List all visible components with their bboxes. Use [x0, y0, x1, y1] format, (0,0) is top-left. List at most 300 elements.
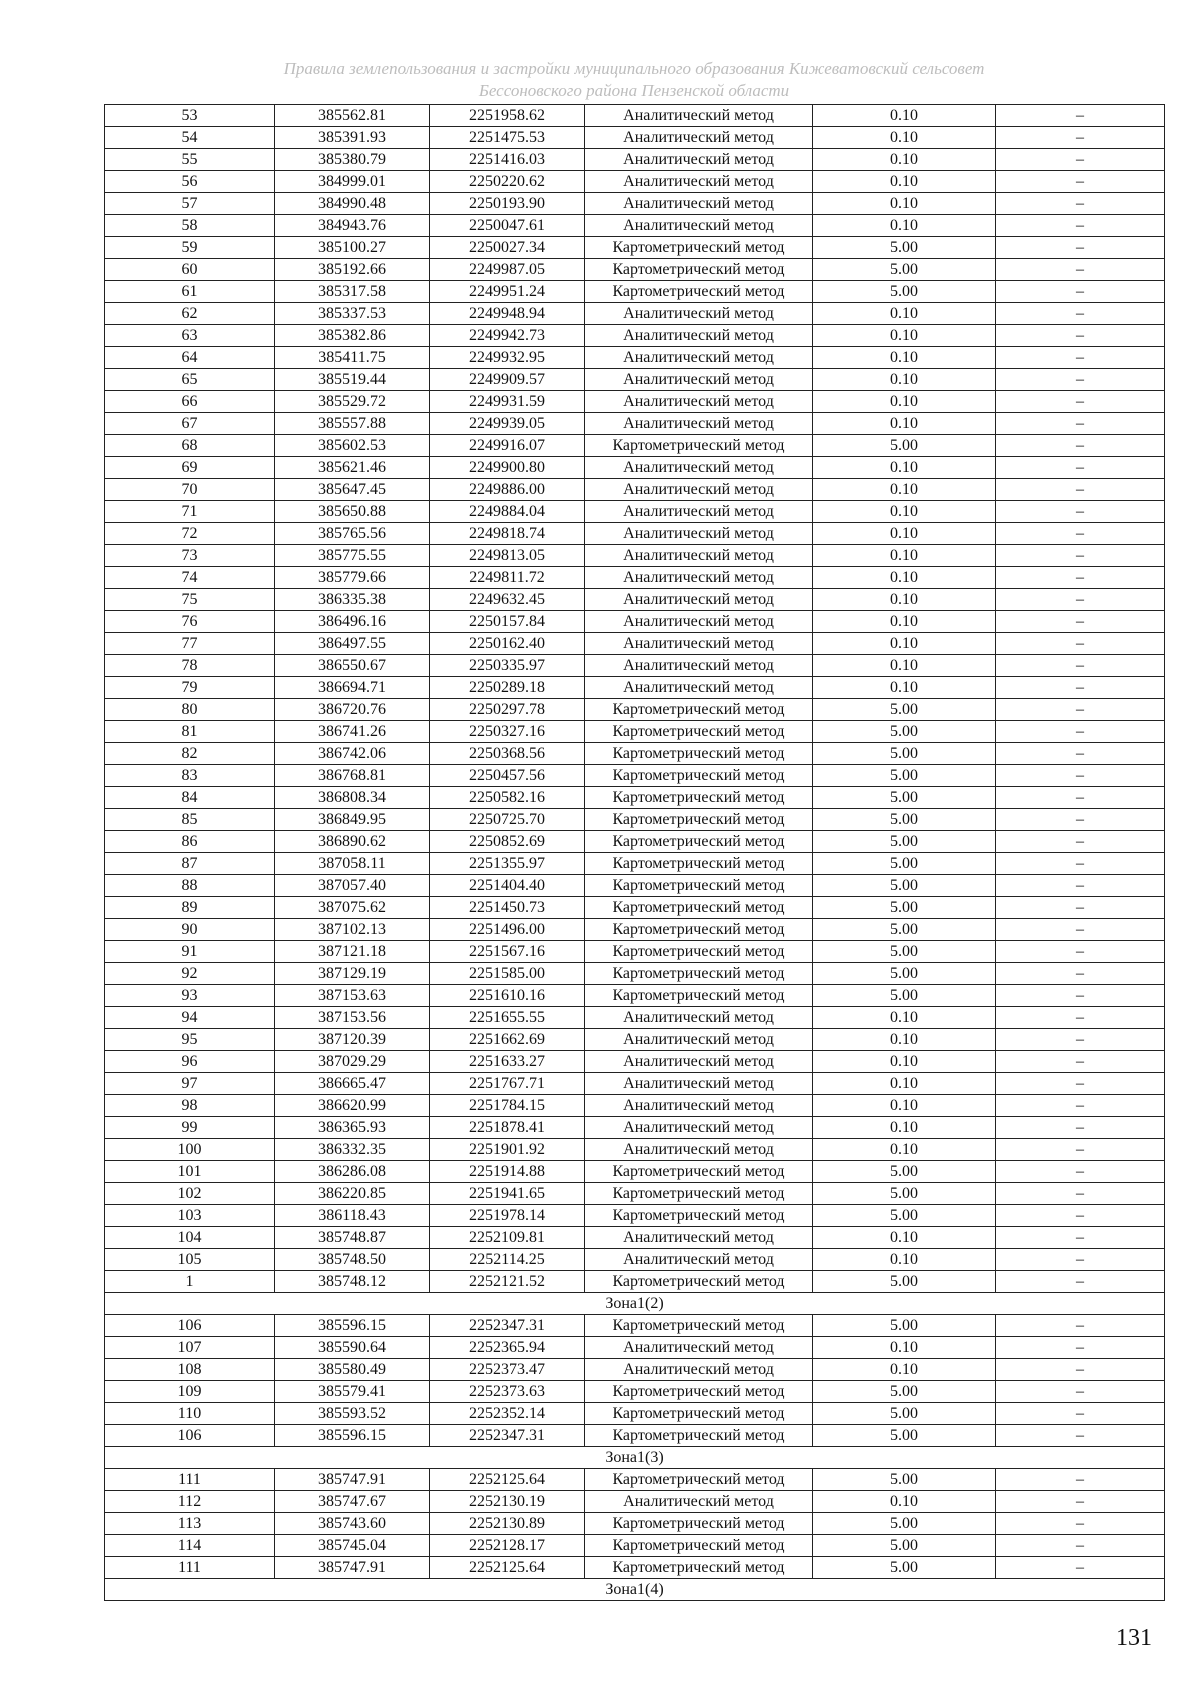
accuracy-cell: 0.10	[813, 1359, 996, 1381]
note-cell: –	[996, 1271, 1165, 1293]
table-row	[105, 303, 1165, 325]
table-row	[105, 1227, 1165, 1249]
accuracy-cell: 5.00	[813, 1271, 996, 1293]
y-coordinate-cell: 2250457.56	[430, 765, 585, 787]
y-coordinate-cell: 2251662.69	[430, 1029, 585, 1051]
table-row	[105, 281, 1165, 303]
y-coordinate-cell: 2251610.16	[430, 985, 585, 1007]
point-number-cell: 111	[105, 1469, 275, 1491]
x-coordinate-cell: 385765.56	[275, 523, 430, 545]
accuracy-cell: 0.10	[813, 545, 996, 567]
note-cell: –	[996, 237, 1165, 259]
table-row	[105, 501, 1165, 523]
point-number-cell: 67	[105, 413, 275, 435]
x-coordinate-cell: 386332.35	[275, 1139, 430, 1161]
note-cell: –	[996, 1227, 1165, 1249]
x-coordinate-cell: 385650.88	[275, 501, 430, 523]
point-number-cell: 65	[105, 369, 275, 391]
method-cell: Картометрический метод	[585, 1381, 813, 1403]
method-cell: Аналитический метод	[585, 193, 813, 215]
table-row	[105, 545, 1165, 567]
x-coordinate-cell: 385621.46	[275, 457, 430, 479]
accuracy-cell: 5.00	[813, 1161, 996, 1183]
method-cell: Картометрический метод	[585, 743, 813, 765]
accuracy-cell: 5.00	[813, 963, 996, 985]
y-coordinate-cell: 2250582.16	[430, 787, 585, 809]
x-coordinate-cell: 387153.56	[275, 1007, 430, 1029]
note-cell: –	[996, 1337, 1165, 1359]
method-cell: Аналитический метод	[585, 347, 813, 369]
point-number-cell: 58	[105, 215, 275, 237]
y-coordinate-cell: 2251450.73	[430, 897, 585, 919]
point-number-cell: 60	[105, 259, 275, 281]
y-coordinate-cell: 2251767.71	[430, 1073, 585, 1095]
method-cell: Картометрический метод	[585, 941, 813, 963]
point-number-cell: 106	[105, 1315, 275, 1337]
point-number-cell: 79	[105, 677, 275, 699]
y-coordinate-cell: 2252125.64	[430, 1557, 585, 1579]
accuracy-cell: 0.10	[813, 677, 996, 699]
y-coordinate-cell: 2249813.05	[430, 545, 585, 567]
point-number-cell: 54	[105, 127, 275, 149]
table-row	[105, 1381, 1165, 1403]
table-row	[105, 721, 1165, 743]
x-coordinate-cell: 386286.08	[275, 1161, 430, 1183]
method-cell: Аналитический метод	[585, 1051, 813, 1073]
header-line-2: Бессоновского района Пензенской области	[478, 81, 790, 100]
method-cell: Картометрический метод	[585, 259, 813, 281]
accuracy-cell: 5.00	[813, 1535, 996, 1557]
method-cell: Аналитический метод	[585, 567, 813, 589]
table-row	[105, 1117, 1165, 1139]
method-cell: Картометрический метод	[585, 1183, 813, 1205]
point-number-cell: 107	[105, 1337, 275, 1359]
note-cell: –	[996, 1205, 1165, 1227]
method-cell: Картометрический метод	[585, 765, 813, 787]
accuracy-cell: 0.10	[813, 171, 996, 193]
y-coordinate-cell: 2249884.04	[430, 501, 585, 523]
note-cell: –	[996, 677, 1165, 699]
note-cell: –	[996, 919, 1165, 941]
method-cell: Аналитический метод	[585, 171, 813, 193]
y-coordinate-cell: 2252130.89	[430, 1513, 585, 1535]
accuracy-cell: 5.00	[813, 897, 996, 919]
zone-row	[105, 1293, 1165, 1315]
accuracy-cell: 0.10	[813, 215, 996, 237]
point-number-cell: 97	[105, 1073, 275, 1095]
table-row	[105, 347, 1165, 369]
accuracy-cell: 5.00	[813, 1425, 996, 1447]
note-cell: –	[996, 941, 1165, 963]
point-number-cell: 56	[105, 171, 275, 193]
note-cell: –	[996, 501, 1165, 523]
table-row	[105, 259, 1165, 281]
accuracy-cell: 0.10	[813, 1139, 996, 1161]
point-number-cell: 69	[105, 457, 275, 479]
method-cell: Аналитический метод	[585, 523, 813, 545]
y-coordinate-cell: 2252114.25	[430, 1249, 585, 1271]
accuracy-cell: 0.10	[813, 1117, 996, 1139]
accuracy-cell: 5.00	[813, 721, 996, 743]
method-cell: Аналитический метод	[585, 1117, 813, 1139]
y-coordinate-cell: 2249900.80	[430, 457, 585, 479]
method-cell: Картометрический метод	[585, 809, 813, 831]
y-coordinate-cell: 2251475.53	[430, 127, 585, 149]
method-cell: Картометрический метод	[585, 1315, 813, 1337]
y-coordinate-cell: 2252128.17	[430, 1535, 585, 1557]
point-number-cell: 62	[105, 303, 275, 325]
y-coordinate-cell: 2251784.15	[430, 1095, 585, 1117]
y-coordinate-cell: 2250220.62	[430, 171, 585, 193]
y-coordinate-cell: 2250027.34	[430, 237, 585, 259]
note-cell: –	[996, 215, 1165, 237]
x-coordinate-cell: 386220.85	[275, 1183, 430, 1205]
note-cell: –	[996, 281, 1165, 303]
y-coordinate-cell: 2251978.14	[430, 1205, 585, 1227]
method-cell: Аналитический метод	[585, 633, 813, 655]
method-cell: Картометрический метод	[585, 985, 813, 1007]
zone-row	[105, 1447, 1165, 1469]
note-cell: –	[996, 1095, 1165, 1117]
method-cell: Аналитический метод	[585, 501, 813, 523]
accuracy-cell: 5.00	[813, 809, 996, 831]
accuracy-cell: 0.10	[813, 1491, 996, 1513]
x-coordinate-cell: 385519.44	[275, 369, 430, 391]
method-cell: Картометрический метод	[585, 1425, 813, 1447]
y-coordinate-cell: 2249818.74	[430, 523, 585, 545]
x-coordinate-cell: 386496.16	[275, 611, 430, 633]
note-cell: –	[996, 1249, 1165, 1271]
note-cell: –	[996, 1117, 1165, 1139]
note-cell: –	[996, 1161, 1165, 1183]
accuracy-cell: 0.10	[813, 1073, 996, 1095]
method-cell: Аналитический метод	[585, 149, 813, 171]
point-number-cell: 55	[105, 149, 275, 171]
table-row	[105, 809, 1165, 831]
method-cell: Аналитический метод	[585, 325, 813, 347]
x-coordinate-cell: 385748.87	[275, 1227, 430, 1249]
method-cell: Картометрический метод	[585, 1557, 813, 1579]
method-cell: Картометрический метод	[585, 875, 813, 897]
table-row	[105, 1359, 1165, 1381]
x-coordinate-cell: 385317.58	[275, 281, 430, 303]
point-number-cell: 85	[105, 809, 275, 831]
accuracy-cell: 0.10	[813, 1095, 996, 1117]
accuracy-cell: 5.00	[813, 941, 996, 963]
x-coordinate-cell: 387120.39	[275, 1029, 430, 1051]
table-row	[105, 1403, 1165, 1425]
accuracy-cell: 5.00	[813, 1183, 996, 1205]
point-number-cell: 74	[105, 567, 275, 589]
method-cell: Картометрический метод	[585, 831, 813, 853]
table-row	[105, 985, 1165, 1007]
accuracy-cell: 5.00	[813, 281, 996, 303]
note-cell: –	[996, 1007, 1165, 1029]
point-number-cell: 63	[105, 325, 275, 347]
table-row	[105, 391, 1165, 413]
point-number-cell: 82	[105, 743, 275, 765]
note-cell: –	[996, 1403, 1165, 1425]
x-coordinate-cell: 386720.76	[275, 699, 430, 721]
accuracy-cell: 0.10	[813, 1227, 996, 1249]
table-row	[105, 633, 1165, 655]
point-number-cell: 73	[105, 545, 275, 567]
x-coordinate-cell: 386849.95	[275, 809, 430, 831]
point-number-cell: 89	[105, 897, 275, 919]
accuracy-cell: 0.10	[813, 1249, 996, 1271]
note-cell: –	[996, 765, 1165, 787]
x-coordinate-cell: 385529.72	[275, 391, 430, 413]
zone-label: Зона1(2)	[105, 1293, 1165, 1315]
note-cell: –	[996, 303, 1165, 325]
y-coordinate-cell: 2249909.57	[430, 369, 585, 391]
y-coordinate-cell: 2251496.00	[430, 919, 585, 941]
accuracy-cell: 5.00	[813, 1381, 996, 1403]
point-number-cell: 98	[105, 1095, 275, 1117]
accuracy-cell: 5.00	[813, 853, 996, 875]
point-number-cell: 95	[105, 1029, 275, 1051]
y-coordinate-cell: 2249942.73	[430, 325, 585, 347]
y-coordinate-cell: 2252373.47	[430, 1359, 585, 1381]
table-row	[105, 875, 1165, 897]
y-coordinate-cell: 2249932.95	[430, 347, 585, 369]
point-number-cell: 105	[105, 1249, 275, 1271]
table-row	[105, 963, 1165, 985]
note-cell: –	[996, 325, 1165, 347]
x-coordinate-cell: 384990.48	[275, 193, 430, 215]
accuracy-cell: 0.10	[813, 1007, 996, 1029]
x-coordinate-cell: 386365.93	[275, 1117, 430, 1139]
point-number-cell: 94	[105, 1007, 275, 1029]
table-row	[105, 567, 1165, 589]
method-cell: Аналитический метод	[585, 1029, 813, 1051]
method-cell: Картометрический метод	[585, 1205, 813, 1227]
point-number-cell: 57	[105, 193, 275, 215]
x-coordinate-cell: 386742.06	[275, 743, 430, 765]
x-coordinate-cell: 386620.99	[275, 1095, 430, 1117]
x-coordinate-cell: 386550.67	[275, 655, 430, 677]
method-cell: Аналитический метод	[585, 457, 813, 479]
document-header	[104, 58, 1164, 102]
point-number-cell: 101	[105, 1161, 275, 1183]
note-cell: –	[996, 655, 1165, 677]
accuracy-cell: 5.00	[813, 1315, 996, 1337]
table-row	[105, 1557, 1165, 1579]
note-cell: –	[996, 1139, 1165, 1161]
x-coordinate-cell: 385596.15	[275, 1425, 430, 1447]
note-cell: –	[996, 699, 1165, 721]
zone-row	[105, 1579, 1165, 1601]
x-coordinate-cell: 386665.47	[275, 1073, 430, 1095]
method-cell: Картометрический метод	[585, 1161, 813, 1183]
x-coordinate-cell: 386890.62	[275, 831, 430, 853]
note-cell: –	[996, 721, 1165, 743]
table-row	[105, 171, 1165, 193]
accuracy-cell: 5.00	[813, 435, 996, 457]
table-row	[105, 1513, 1165, 1535]
y-coordinate-cell: 2250297.78	[430, 699, 585, 721]
point-number-cell: 66	[105, 391, 275, 413]
accuracy-cell: 0.10	[813, 523, 996, 545]
y-coordinate-cell: 2252125.64	[430, 1469, 585, 1491]
table-row	[105, 1139, 1165, 1161]
y-coordinate-cell: 2252365.94	[430, 1337, 585, 1359]
point-number-cell: 76	[105, 611, 275, 633]
y-coordinate-cell: 2250047.61	[430, 215, 585, 237]
note-cell: –	[996, 369, 1165, 391]
accuracy-cell: 5.00	[813, 1403, 996, 1425]
x-coordinate-cell: 385192.66	[275, 259, 430, 281]
method-cell: Аналитический метод	[585, 545, 813, 567]
y-coordinate-cell: 2250157.84	[430, 611, 585, 633]
accuracy-cell: 5.00	[813, 1557, 996, 1579]
accuracy-cell: 5.00	[813, 831, 996, 853]
note-cell: –	[996, 1183, 1165, 1205]
point-number-cell: 64	[105, 347, 275, 369]
point-number-cell: 113	[105, 1513, 275, 1535]
point-number-cell: 102	[105, 1183, 275, 1205]
method-cell: Аналитический метод	[585, 1073, 813, 1095]
y-coordinate-cell: 2249931.59	[430, 391, 585, 413]
point-number-cell: 100	[105, 1139, 275, 1161]
note-cell: –	[996, 589, 1165, 611]
x-coordinate-cell: 387102.13	[275, 919, 430, 941]
table-row	[105, 677, 1165, 699]
method-cell: Аналитический метод	[585, 105, 813, 127]
accuracy-cell: 0.10	[813, 1337, 996, 1359]
table-row	[105, 831, 1165, 853]
method-cell: Картометрический метод	[585, 281, 813, 303]
point-number-cell: 112	[105, 1491, 275, 1513]
table-row	[105, 589, 1165, 611]
table-row	[105, 1073, 1165, 1095]
accuracy-cell: 5.00	[813, 919, 996, 941]
table-row	[105, 413, 1165, 435]
x-coordinate-cell: 384943.76	[275, 215, 430, 237]
y-coordinate-cell: 2251404.40	[430, 875, 585, 897]
note-cell: –	[996, 809, 1165, 831]
x-coordinate-cell: 385100.27	[275, 237, 430, 259]
table-row	[105, 941, 1165, 963]
accuracy-cell: 0.10	[813, 325, 996, 347]
y-coordinate-cell: 2252352.14	[430, 1403, 585, 1425]
zone-label: Зона1(4)	[105, 1579, 1165, 1601]
x-coordinate-cell: 385647.45	[275, 479, 430, 501]
note-cell: –	[996, 1535, 1165, 1557]
note-cell: –	[996, 347, 1165, 369]
x-coordinate-cell: 385748.12	[275, 1271, 430, 1293]
y-coordinate-cell: 2251901.92	[430, 1139, 585, 1161]
x-coordinate-cell: 387121.18	[275, 941, 430, 963]
method-cell: Аналитический метод	[585, 127, 813, 149]
y-coordinate-cell: 2251878.41	[430, 1117, 585, 1139]
x-coordinate-cell: 387058.11	[275, 853, 430, 875]
accuracy-cell: 0.10	[813, 479, 996, 501]
point-number-cell: 81	[105, 721, 275, 743]
accuracy-cell: 0.10	[813, 369, 996, 391]
point-number-cell: 53	[105, 105, 275, 127]
table-row	[105, 699, 1165, 721]
point-number-cell: 114	[105, 1535, 275, 1557]
x-coordinate-cell: 387153.63	[275, 985, 430, 1007]
note-cell: –	[996, 853, 1165, 875]
table-row	[105, 479, 1165, 501]
point-number-cell: 59	[105, 237, 275, 259]
x-coordinate-cell: 385580.49	[275, 1359, 430, 1381]
note-cell: –	[996, 875, 1165, 897]
x-coordinate-cell: 385745.04	[275, 1535, 430, 1557]
accuracy-cell: 5.00	[813, 787, 996, 809]
x-coordinate-cell: 386808.34	[275, 787, 430, 809]
note-cell: –	[996, 831, 1165, 853]
note-cell: –	[996, 1513, 1165, 1535]
note-cell: –	[996, 391, 1165, 413]
method-cell: Аналитический метод	[585, 1227, 813, 1249]
x-coordinate-cell: 385747.91	[275, 1557, 430, 1579]
x-coordinate-cell: 385596.15	[275, 1315, 430, 1337]
y-coordinate-cell: 2252121.52	[430, 1271, 585, 1293]
y-coordinate-cell: 2252347.31	[430, 1425, 585, 1447]
x-coordinate-cell: 385382.86	[275, 325, 430, 347]
accuracy-cell: 5.00	[813, 1513, 996, 1535]
point-number-cell: 87	[105, 853, 275, 875]
point-number-cell: 72	[105, 523, 275, 545]
note-cell: –	[996, 171, 1165, 193]
accuracy-cell: 0.10	[813, 1051, 996, 1073]
table-row	[105, 193, 1165, 215]
method-cell: Аналитический метод	[585, 1249, 813, 1271]
x-coordinate-cell: 385391.93	[275, 127, 430, 149]
y-coordinate-cell: 2250368.56	[430, 743, 585, 765]
table-row	[105, 1337, 1165, 1359]
table-row	[105, 919, 1165, 941]
x-coordinate-cell: 385779.66	[275, 567, 430, 589]
method-cell: Картометрический метод	[585, 435, 813, 457]
note-cell: –	[996, 567, 1165, 589]
accuracy-cell: 0.10	[813, 655, 996, 677]
point-number-cell: 110	[105, 1403, 275, 1425]
table-row	[105, 149, 1165, 171]
method-cell: Картометрический метод	[585, 919, 813, 941]
table-row	[105, 127, 1165, 149]
coordinates-table	[104, 104, 1165, 1601]
y-coordinate-cell: 2251958.62	[430, 105, 585, 127]
point-number-cell: 83	[105, 765, 275, 787]
note-cell: –	[996, 523, 1165, 545]
note-cell: –	[996, 1425, 1165, 1447]
table-row	[105, 237, 1165, 259]
table-row	[105, 1205, 1165, 1227]
y-coordinate-cell: 2250725.70	[430, 809, 585, 831]
method-cell: Аналитический метод	[585, 677, 813, 699]
point-number-cell: 78	[105, 655, 275, 677]
note-cell: –	[996, 897, 1165, 919]
y-coordinate-cell: 2251585.00	[430, 963, 585, 985]
note-cell: –	[996, 149, 1165, 171]
y-coordinate-cell: 2249916.07	[430, 435, 585, 457]
x-coordinate-cell: 385557.88	[275, 413, 430, 435]
note-cell: –	[996, 985, 1165, 1007]
x-coordinate-cell: 387129.19	[275, 963, 430, 985]
accuracy-cell: 5.00	[813, 237, 996, 259]
accuracy-cell: 0.10	[813, 633, 996, 655]
note-cell: –	[996, 1315, 1165, 1337]
method-cell: Аналитический метод	[585, 1359, 813, 1381]
method-cell: Картометрический метод	[585, 853, 813, 875]
method-cell: Аналитический метод	[585, 1007, 813, 1029]
accuracy-cell: 0.10	[813, 611, 996, 633]
y-coordinate-cell: 2252109.81	[430, 1227, 585, 1249]
